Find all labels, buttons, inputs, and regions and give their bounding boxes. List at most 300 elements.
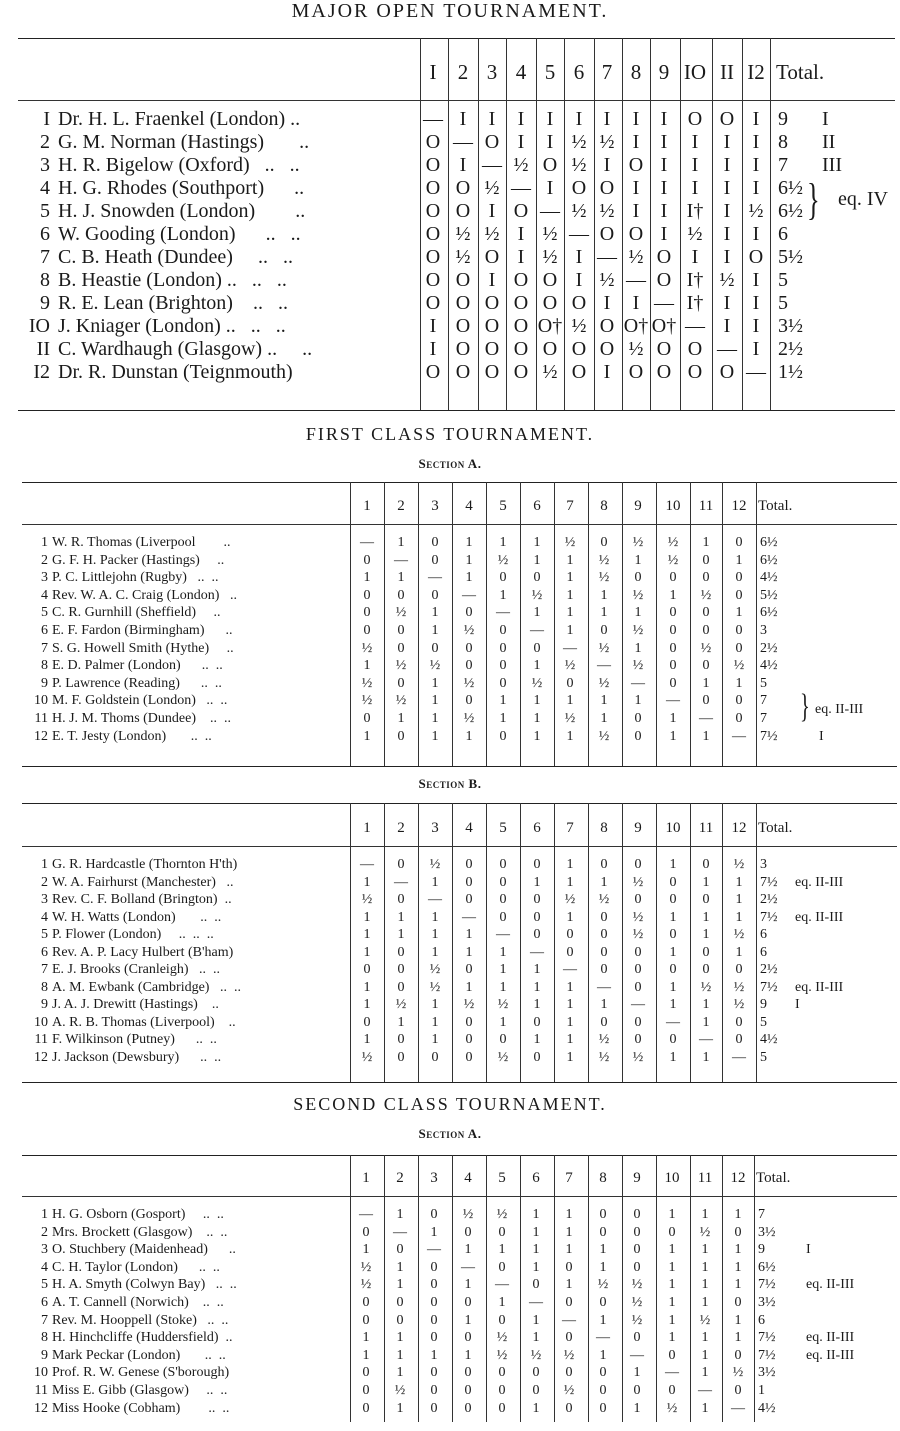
score-cell: — bbox=[462, 587, 476, 603]
score-cell: 1 bbox=[465, 979, 473, 995]
score-cell: O bbox=[599, 223, 615, 245]
score-cell: 1 bbox=[702, 997, 710, 1012]
score-cell: 1 bbox=[464, 1277, 472, 1293]
score-cell: 0 bbox=[464, 1224, 472, 1240]
score-cell: 1 bbox=[431, 675, 439, 691]
score-cell: ½ bbox=[700, 587, 712, 603]
row-total: 6½ bbox=[760, 535, 778, 550]
score-cell: — bbox=[394, 874, 408, 890]
column-header: 8 bbox=[600, 820, 608, 836]
score-cell: 1 bbox=[465, 570, 473, 586]
score-cell: — bbox=[732, 1049, 746, 1065]
score-cell: 0 bbox=[397, 1032, 405, 1047]
score-cell: ½ bbox=[531, 587, 543, 603]
section-subheading: Section A. bbox=[418, 456, 482, 471]
score-cell: 0 bbox=[702, 623, 710, 638]
score-cell: 0 bbox=[702, 658, 710, 674]
row-number: 4 bbox=[41, 1259, 48, 1275]
score-cell: 0 bbox=[735, 535, 743, 550]
score-cell: — bbox=[626, 269, 646, 291]
score-cell: O bbox=[628, 154, 644, 176]
score-cell: 1 bbox=[566, 979, 574, 995]
score-cell: 0 bbox=[465, 1049, 473, 1065]
row-total: 5 bbox=[760, 1049, 767, 1065]
column-divider bbox=[520, 803, 521, 1082]
score-cell: 1 bbox=[533, 711, 541, 726]
score-cell: 1 bbox=[566, 997, 574, 1012]
score-cell: — bbox=[563, 962, 577, 977]
score-cell: ½ bbox=[632, 658, 644, 674]
score-cell: 0 bbox=[735, 623, 743, 638]
score-cell: O bbox=[542, 154, 558, 176]
score-cell: 1 bbox=[533, 997, 541, 1012]
column-header: 11 bbox=[698, 498, 714, 514]
score-cell: I bbox=[632, 177, 640, 199]
score-cell: — bbox=[530, 623, 544, 638]
score-cell: ½ bbox=[599, 200, 615, 222]
score-cell: 0 bbox=[430, 1383, 438, 1398]
score-cell: ½ bbox=[361, 1049, 373, 1065]
score-cell: 0 bbox=[634, 1014, 642, 1030]
score-cell: — bbox=[393, 1224, 407, 1240]
score-cell: 1 bbox=[599, 1347, 607, 1363]
score-cell: 1 bbox=[668, 1330, 676, 1346]
score-cell: ½ bbox=[496, 1207, 508, 1222]
score-cell: 1 bbox=[363, 979, 371, 995]
score-cell: ½ bbox=[719, 269, 735, 291]
score-cell: 1 bbox=[566, 857, 574, 872]
score-cell: 1 bbox=[397, 1014, 405, 1030]
score-cell: 1 bbox=[599, 1242, 607, 1258]
score-cell: ½ bbox=[598, 675, 610, 691]
score-cell: ½ bbox=[632, 535, 644, 550]
score-cell: 1 bbox=[465, 944, 473, 960]
player-name: C. Wardhaugh (Glasgow) .. .. bbox=[58, 338, 313, 360]
row-number: 4 bbox=[41, 909, 48, 925]
column-header: 3 bbox=[430, 1170, 438, 1186]
row-total: 6½ bbox=[758, 1259, 776, 1275]
score-cell: ½ bbox=[429, 658, 441, 674]
brace-note: eq. II-III bbox=[815, 702, 864, 717]
row-number: 9 bbox=[41, 997, 48, 1012]
score-cell: I bbox=[723, 177, 731, 199]
score-cell: I bbox=[632, 131, 640, 153]
score-cell: 1 bbox=[701, 1259, 709, 1275]
score-cell: 0 bbox=[633, 1207, 641, 1222]
score-cell: 0 bbox=[599, 1295, 607, 1310]
score-cell: ½ bbox=[699, 1312, 711, 1328]
score-cell: I bbox=[603, 108, 611, 130]
score-cell: ½ bbox=[632, 587, 644, 603]
score-cell: 0 bbox=[735, 1014, 743, 1030]
row-total: 6½ bbox=[778, 177, 803, 199]
score-cell: O bbox=[571, 177, 587, 199]
score-cell: I bbox=[429, 338, 437, 360]
placing-note: eq. II-III bbox=[795, 909, 844, 925]
score-cell: I bbox=[752, 269, 760, 291]
score-cell: 1 bbox=[600, 587, 608, 603]
row-number: 1 bbox=[41, 1207, 48, 1222]
row-total: 8 bbox=[778, 131, 788, 153]
score-cell: 0 bbox=[734, 1383, 742, 1398]
score-cell: 0 bbox=[735, 587, 743, 603]
player-name: Rev. C. F. Bolland (Brington) .. bbox=[52, 892, 232, 907]
player-name: C. B. Heath (Dundee) .. .. bbox=[58, 246, 293, 268]
score-cell: 1 bbox=[397, 535, 405, 550]
score-cell: 0 bbox=[465, 892, 473, 907]
player-name: P. Lawrence (Reading) .. .. bbox=[52, 675, 222, 691]
score-cell: 1 bbox=[532, 1312, 540, 1328]
score-cell: 0 bbox=[431, 552, 439, 568]
score-cell: 0 bbox=[397, 623, 405, 638]
score-cell: I bbox=[575, 246, 583, 268]
score-cell: ½ bbox=[484, 177, 500, 199]
score-cell: ½ bbox=[597, 1277, 609, 1293]
column-header: 9 bbox=[633, 1170, 641, 1186]
score-cell: ½ bbox=[632, 1049, 644, 1065]
score-cell: 1 bbox=[566, 1032, 574, 1047]
score-cell: 0 bbox=[669, 675, 677, 691]
row-number: 6 bbox=[41, 944, 48, 960]
column-header: 9 bbox=[634, 498, 642, 514]
score-cell: I bbox=[752, 292, 760, 314]
row-number: 8 bbox=[41, 979, 48, 995]
row-number: 1 bbox=[41, 857, 48, 872]
player-name: B. Heastie (London) .. .. .. bbox=[58, 269, 287, 291]
score-cell: — bbox=[563, 640, 577, 656]
score-cell: — bbox=[717, 338, 737, 360]
column-divider bbox=[384, 803, 385, 1082]
score-cell: 1 bbox=[363, 728, 371, 744]
score-cell: ½ bbox=[571, 154, 587, 176]
row-number: 8 bbox=[41, 1330, 48, 1346]
score-cell: O bbox=[484, 292, 500, 314]
score-cell: 1 bbox=[566, 728, 574, 744]
score-cell: O bbox=[484, 315, 500, 337]
score-cell: I bbox=[632, 108, 640, 130]
column-divider bbox=[486, 803, 487, 1082]
score-cell: I bbox=[632, 200, 640, 222]
player-name: M. F. Goldstein (London) .. .. bbox=[52, 693, 228, 709]
score-cell: 1 bbox=[499, 962, 507, 977]
player-name: H. R. Bigelow (Oxford) .. .. bbox=[58, 154, 300, 176]
score-cell: 1 bbox=[702, 675, 710, 691]
score-cell: 1 bbox=[566, 570, 574, 586]
score-cell: 1 bbox=[702, 874, 710, 890]
score-cell: ½ bbox=[733, 857, 745, 872]
player-name: A. T. Cannell (Norwich) .. .. bbox=[52, 1295, 224, 1310]
score-cell: 0 bbox=[499, 623, 507, 638]
score-cell: I bbox=[575, 108, 583, 130]
score-cell: 1 bbox=[431, 997, 439, 1012]
column-divider bbox=[452, 803, 453, 1082]
score-cell: 0 bbox=[669, 1032, 677, 1047]
score-cell: 1 bbox=[499, 979, 507, 995]
score-cell: 0 bbox=[702, 570, 710, 586]
score-cell: 0 bbox=[669, 570, 677, 586]
score-cell: ½ bbox=[361, 693, 373, 709]
score-cell: O bbox=[656, 361, 672, 383]
column-header: 5 bbox=[499, 820, 507, 836]
score-cell: O bbox=[599, 338, 615, 360]
score-cell: I bbox=[752, 177, 760, 199]
row-total: 4½ bbox=[760, 658, 778, 674]
score-cell: 0 bbox=[498, 1312, 506, 1328]
section-subheading: Section B. bbox=[418, 776, 482, 791]
score-cell: ½ bbox=[513, 154, 529, 176]
score-cell: 0 bbox=[430, 1277, 438, 1293]
section-heading: MAJOR OPEN TOURNAMENT. bbox=[291, 0, 609, 22]
score-cell: I bbox=[691, 154, 699, 176]
score-cell: I bbox=[488, 269, 496, 291]
score-cell: 0 bbox=[599, 1224, 607, 1240]
row-total: 5 bbox=[778, 292, 788, 314]
score-cell: 0 bbox=[362, 1295, 370, 1310]
score-cell: 1 bbox=[533, 728, 541, 744]
total-header: Total. bbox=[758, 820, 793, 836]
score-cell: O bbox=[425, 177, 441, 199]
row-total: 6 bbox=[758, 1312, 765, 1328]
score-cell: 0 bbox=[465, 640, 473, 656]
table-top-rule bbox=[22, 1155, 897, 1156]
score-cell: 1 bbox=[669, 711, 677, 726]
row-number: 2 bbox=[41, 874, 48, 890]
score-cell: 0 bbox=[634, 892, 642, 907]
total-header: Total. bbox=[756, 1170, 791, 1186]
score-cell: 1 bbox=[668, 1295, 676, 1310]
score-cell: I bbox=[546, 177, 554, 199]
table-bottom-rule bbox=[18, 410, 895, 411]
row-total: 5½ bbox=[760, 587, 778, 603]
score-cell: 1 bbox=[566, 693, 574, 709]
column-divider bbox=[452, 482, 453, 766]
score-cell: — bbox=[569, 223, 589, 245]
score-cell: ½ bbox=[700, 640, 712, 656]
score-cell: — bbox=[496, 605, 510, 621]
score-cell: 1 bbox=[431, 909, 439, 925]
score-cell: 0 bbox=[362, 1365, 370, 1381]
column-header: 7 bbox=[601, 60, 613, 84]
column-header: 11 bbox=[697, 1170, 713, 1186]
column-header: 12 bbox=[731, 498, 747, 514]
score-cell: ½ bbox=[530, 1347, 542, 1363]
score-cell: 1 bbox=[566, 587, 574, 603]
row-number: 10 bbox=[34, 1014, 48, 1030]
score-cell: 0 bbox=[430, 1259, 438, 1275]
score-cell: 1 bbox=[397, 711, 405, 726]
score-cell: 0 bbox=[430, 1312, 438, 1328]
score-cell: 1 bbox=[599, 1312, 607, 1328]
score-cell: 0 bbox=[397, 640, 405, 656]
row-number: 1 bbox=[41, 535, 48, 550]
column-divider bbox=[754, 1155, 755, 1422]
score-cell: 0 bbox=[533, 909, 541, 925]
score-cell: ½ bbox=[571, 315, 587, 337]
score-cell: 1 bbox=[532, 1224, 540, 1240]
score-cell: ½ bbox=[360, 1259, 372, 1275]
score-cell: 1 bbox=[465, 552, 473, 568]
score-cell: 1 bbox=[397, 570, 405, 586]
score-cell: ½ bbox=[632, 874, 644, 890]
row-number: 3 bbox=[41, 570, 48, 586]
score-cell: 1 bbox=[431, 623, 439, 638]
column-header: 7 bbox=[566, 498, 574, 514]
score-cell: O bbox=[425, 292, 441, 314]
score-cell: 1 bbox=[533, 874, 541, 890]
column-header: 9 bbox=[634, 820, 642, 836]
score-cell: O bbox=[484, 361, 500, 383]
score-cell: I bbox=[660, 154, 668, 176]
player-name: Mark Peckar (London) .. .. bbox=[52, 1347, 226, 1363]
score-cell: 0 bbox=[363, 587, 371, 603]
score-cell: ½ bbox=[484, 223, 500, 245]
row-total: 7½ bbox=[760, 874, 778, 890]
score-cell: 0 bbox=[702, 693, 710, 709]
score-cell: I bbox=[691, 131, 699, 153]
score-cell: 0 bbox=[600, 909, 608, 925]
player-name: H. A. Smyth (Colwyn Bay) .. .. bbox=[52, 1277, 237, 1293]
row-number: 8 bbox=[41, 658, 48, 674]
score-cell: ½ bbox=[395, 605, 407, 621]
score-cell: O bbox=[455, 269, 471, 291]
player-name: Prof. R. W. Genese (S'borough) bbox=[52, 1365, 230, 1381]
column-header: 5 bbox=[544, 60, 556, 84]
score-cell: 1 bbox=[499, 711, 507, 726]
score-cell: 0 bbox=[431, 587, 439, 603]
score-cell: ½ bbox=[455, 223, 471, 245]
score-cell: 1 bbox=[669, 944, 677, 960]
column-header: 8 bbox=[630, 60, 642, 84]
score-cell: 1 bbox=[702, 728, 710, 744]
score-cell: ½ bbox=[733, 997, 745, 1012]
score-cell: 0 bbox=[565, 1259, 573, 1275]
score-cell: 0 bbox=[565, 1400, 573, 1416]
score-cell: 0 bbox=[431, 535, 439, 550]
column-header: 4 bbox=[465, 820, 473, 836]
column-header: 6 bbox=[533, 498, 541, 514]
score-cell: I bbox=[488, 200, 496, 222]
score-cell: I bbox=[660, 223, 668, 245]
score-cell: ½ bbox=[542, 246, 558, 268]
score-cell: ½ bbox=[394, 1383, 406, 1398]
score-cell: 0 bbox=[669, 962, 677, 977]
player-name: Mrs. Brockett (Glasgow) .. .. bbox=[52, 1224, 228, 1240]
score-cell: I bbox=[488, 108, 496, 130]
score-cell: 1 bbox=[431, 944, 439, 960]
score-cell: 0 bbox=[498, 1383, 506, 1398]
row-total: 4½ bbox=[758, 1400, 776, 1416]
score-cell: I bbox=[691, 177, 699, 199]
score-cell: — bbox=[394, 552, 408, 568]
score-cell: ½ bbox=[564, 658, 576, 674]
column-header: 3 bbox=[486, 60, 498, 84]
row-total: 6½ bbox=[760, 605, 778, 621]
score-cell: ½ bbox=[542, 223, 558, 245]
score-cell: — bbox=[495, 1277, 509, 1293]
score-cell: O bbox=[656, 269, 672, 291]
score-cell: 1 bbox=[363, 909, 371, 925]
score-cell: 1 bbox=[669, 909, 677, 925]
row-number: 6 bbox=[41, 623, 48, 638]
placing-note: eq. II-III bbox=[806, 1347, 855, 1363]
score-cell: — bbox=[428, 892, 442, 907]
score-cell: 0 bbox=[566, 944, 574, 960]
row-number: 5 bbox=[41, 1277, 48, 1293]
score-cell: 0 bbox=[634, 570, 642, 586]
score-cell: 0 bbox=[464, 1365, 472, 1381]
score-cell: ½ bbox=[361, 892, 373, 907]
score-cell: 0 bbox=[600, 927, 608, 942]
score-cell: 1 bbox=[668, 1312, 676, 1328]
score-cell: 1 bbox=[701, 1295, 709, 1310]
score-cell: 0 bbox=[566, 927, 574, 942]
score-cell: — bbox=[359, 1207, 373, 1222]
score-cell: I† bbox=[686, 269, 704, 291]
score-cell: I bbox=[603, 154, 611, 176]
score-cell: I bbox=[752, 108, 760, 130]
score-cell: O bbox=[542, 269, 558, 291]
score-cell: 1 bbox=[430, 1347, 438, 1363]
score-cell: 1 bbox=[633, 1400, 641, 1416]
score-cell: 0 bbox=[363, 623, 371, 638]
column-header: 6 bbox=[532, 1170, 540, 1186]
score-cell: I bbox=[517, 223, 525, 245]
score-cell: 0 bbox=[702, 605, 710, 621]
score-cell: 0 bbox=[498, 1259, 506, 1275]
column-header: 5 bbox=[498, 1170, 506, 1186]
score-cell: 1 bbox=[566, 909, 574, 925]
score-cell: 1 bbox=[363, 927, 371, 942]
score-cell: 0 bbox=[669, 874, 677, 890]
score-cell: I bbox=[752, 315, 760, 337]
row-total: 6½ bbox=[778, 200, 803, 222]
score-cell: — bbox=[665, 1365, 679, 1381]
row-total: 9 bbox=[760, 997, 767, 1012]
score-cell: ½ bbox=[462, 1207, 474, 1222]
score-cell: — bbox=[461, 1259, 475, 1275]
score-cell: 1 bbox=[669, 979, 677, 995]
column-header: II bbox=[720, 60, 734, 84]
score-cell: ½ bbox=[563, 1383, 575, 1398]
score-cell: 1 bbox=[533, 979, 541, 995]
column-header: 10 bbox=[665, 498, 681, 514]
score-cell: 1 bbox=[362, 1330, 370, 1346]
row-total: 5½ bbox=[778, 246, 803, 268]
score-cell: ½ bbox=[599, 269, 615, 291]
column-header: 1 bbox=[362, 1170, 370, 1186]
score-cell: 0 bbox=[734, 1347, 742, 1363]
score-cell: I bbox=[546, 131, 554, 153]
row-number: I2 bbox=[33, 361, 50, 383]
score-cell: — bbox=[597, 246, 617, 268]
column-divider bbox=[770, 38, 771, 410]
score-cell: 1 bbox=[701, 1242, 709, 1258]
score-cell: 1 bbox=[499, 944, 507, 960]
row-number: 11 bbox=[34, 711, 48, 726]
score-cell: 1 bbox=[565, 1277, 573, 1293]
row-number: 5 bbox=[41, 605, 48, 621]
header-rule bbox=[22, 1196, 897, 1197]
score-cell: 0 bbox=[363, 552, 371, 568]
row-number: 3 bbox=[41, 1242, 48, 1258]
row-total: 7 bbox=[778, 154, 788, 176]
column-header: 6 bbox=[573, 60, 585, 84]
score-cell: ½ bbox=[496, 1347, 508, 1363]
score-cell: 1 bbox=[362, 1347, 370, 1363]
column-header: 1 bbox=[363, 820, 371, 836]
score-cell: O bbox=[484, 131, 500, 153]
brace-note: eq. IV bbox=[838, 188, 888, 210]
